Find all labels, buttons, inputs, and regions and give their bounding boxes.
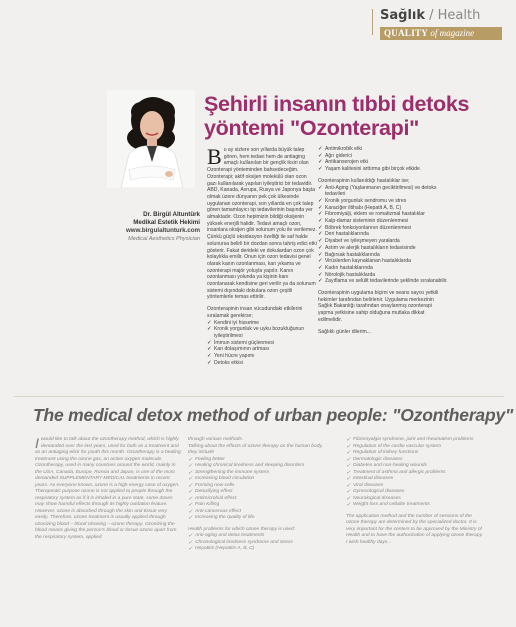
list-item: ✓ Anti-cancerous effect <box>188 509 325 516</box>
list-item: ✓ Anti-aging and detox treatments <box>188 533 325 540</box>
tr-intro-text: u ay sizlere son yıllarda büyük talep gören, hem tedavi hem de antiaging amaçlı kullanılan bir gençlik iksiri olan Ozonterapi yönteminden bahsedeceğim. Ozonterapi; aktif oksijen molekülü olan ozon gazı kullanılarak yapılan iyileştirici bir tedavidir. ABD, Kanada, Avrupa, Rusya ve Japonya başta olmak üzere dünyanın pek çok ülkesinde uygulanan ozonterapi, son yıllarda en çok talep gören tamamlayıcı tıp tedavilerinin başında yer almaktadır. Ozon hepimizin bildiği oksijenin yüksek enerjili halidir. Tedavi amaçlı ozon, insanlara oksijen gibi solunum yolu ile verilemez. Çünkü güçlü oksidasyon özelliği ile saf halde solunursa belirli bir dozdan sonra tahriş edici etki gösterir. Fakat derideki ve dokulardan ozon çok kolaylıkla emilir. Onun için ozon tedavisi genel olarak kanın ozonlanması, kan yıkama ve ozonterapi majör yoluyla yapılır. Kanın ozonlanması yolunda ya kişinin kanı ozonlanarak kendisine geri verilir ya da solunum sistemi dışındaki dokulara ozon çeşitli yöntemlerle temas ettirilir. <box>207 147 317 301</box>
tr-closing: Ozonterapinin uygulama biçimi ve seans sayısı yetkili hekimler tarafından belirlenir. Uygulama merkezinin Sağlık Bakanlığı tarafından onaylanmış ozonterapi yapma yetkisine sahip olduğuna mutlaka dikkat edilmelidir. <box>318 290 439 323</box>
list-item: ✓ İmmun sistemi güçlenmesi <box>207 340 317 347</box>
list-item: ✓ Kadın hastalıklarında <box>318 265 448 272</box>
list-item: ✓ Dermatologic diseases <box>346 457 484 464</box>
list-item: ✓ Gynecological diseases <box>346 489 484 496</box>
en-effects-intro: Talking about the effects of ozone therapy on the human body, they include <box>188 443 323 455</box>
author-website: www.birgulaltunturk.com <box>125 227 200 234</box>
en-closing: The application method and the number of sessions of the ozone therapy are determined by the specialized doctor. It is very important for the centers to be approved by the Ministry of Health and to have the authorization of applying ozone therapy. <box>346 513 483 538</box>
author-role-en: Medical Aesthetics Physician <box>128 236 200 242</box>
section-divider <box>14 396 504 397</box>
list-item: ✓ Anti-Aging (Yaşlanmanın geciktirilmesi) ve detoks tedavileri <box>318 185 448 198</box>
list-item: ✓ Antimicrobial effect <box>188 496 325 503</box>
magazine-band <box>380 27 502 40</box>
list-item: ✓ Yeni hücre yapımı <box>207 353 317 360</box>
list-item: ✓ Intestinal diseases <box>346 476 484 483</box>
list-item: ✓ Virüslerden kaynaklanan hastalıklarda <box>318 258 448 265</box>
list-item: ✓ Detoks etkisi <box>207 360 317 367</box>
list-item: ✓ Kendini iyi hissetme <box>207 320 317 327</box>
list-item: ✓ Hepatitis (Hepatitis A, B, C) <box>188 546 325 553</box>
list-item: ✓ Fibromyalgia syndrome, joint and rheumatism problems <box>346 437 484 444</box>
tr-column-2 <box>318 146 448 335</box>
list-item: ✓ Antikanserojen etki <box>318 159 448 166</box>
article-title-tr: Şehirli insanın tıbbi detoks yöntemi "Ozonterapi" <box>204 92 470 140</box>
tr-dropcap: B <box>207 144 222 169</box>
list-item: ✓ Diyabet ve iyileşmeyen yaralarda <box>318 238 448 245</box>
list-item: ✓ Forming new cells <box>188 483 325 490</box>
tr-effects-list <box>207 320 317 367</box>
list-item: ✓ Antimikrobik etki <box>318 146 448 153</box>
list-item: ✓ Kronik yorgunluk ve uyku bozukluğunun iyileştirilmesi <box>207 326 317 339</box>
tr-column-1 <box>207 144 317 367</box>
section-header: Sağlık / Health <box>380 8 481 23</box>
list-item: ✓ Kan dolaşımının artması <box>207 346 317 353</box>
en-column-2 <box>188 437 325 553</box>
author-role: Medikal Estetik Hekimi <box>133 219 200 226</box>
list-item: ✓ Healing chronical tiredness and sleeping disorders <box>188 463 325 470</box>
en-dropcap: I <box>35 435 39 451</box>
list-item: ✓ Chronological tiredness syndrome and stress <box>188 540 325 547</box>
header-divider <box>372 9 373 35</box>
list-item: ✓ Astım ve alerjik hastalıkların tedavisinde <box>318 245 448 252</box>
list-item: ✓ Zayıflama ve selülit tedavilerinde şeklinde sıralanabilir. <box>318 278 448 285</box>
tr-diseases-list <box>318 185 448 286</box>
list-item: ✓ Kalp-damar sisteminin düzenlenmesi <box>318 218 448 225</box>
list-item: ✓ Diabetes and non-healing wounds <box>346 463 484 470</box>
list-item: ✓ Karaciğer iltihabı (Hepatit A, B, C) <box>318 205 448 212</box>
section-category-en: Health <box>437 8 481 23</box>
list-item: ✓ Strengthening the immune system <box>188 470 325 477</box>
en-intro-text: would like to talk about the ozontherapy method, which is highly demanded over the last years, used for both as a treatment and as an antiaging elixir for youth this month. Ozontherapy is a healing treatment using the ozone gas, an active oxygen molecule. Ozontherapy, used in many countries around the world, mainly in the USA, Canada, Europe, Russia and Japan, is one of the most demanded SUPPLEMENTARY MEDICAL treatments in recent years. As everyone knows, ozone is a high energy case of oxygen. Therapeutic purpose ozone is not applied to people through the respiratory system as if it is inhaled in a pure state, some doses may show harmful effects through its highly oxidation feature. However, ozone is absorbed through the skin and tissue very easily. Therefore, ozone treatment is usually applied through ozonizing blood – blood cleaning – ozone therapy. Ozonizing the blood means giving the person's blood or tissue ozone apart from the respiratory system, applied <box>35 437 181 540</box>
list-item: ✓ Regulation of the cardio vascular system <box>346 444 484 451</box>
tr-effects-more-list <box>318 146 448 173</box>
author-caption <box>100 211 200 243</box>
author-name: Dr. Birgül Altuntürk <box>143 211 200 218</box>
tr-effects-intro: Ozonterapinin insan vücudundaki etkilerini sıralamak gerekirse; <box>207 306 303 319</box>
list-item: ✓ Deri hastalıklarında <box>318 231 448 238</box>
list-item: ✓ Böbrek fonksiyonlarının düzenlenmesi <box>318 225 448 232</box>
list-item: ✓ Increasing blood circulation <box>188 476 325 483</box>
en-signoff: I wish healthy days... <box>346 539 392 545</box>
list-item: ✓ Kronik yorgunluk sendromu ve stres <box>318 198 448 205</box>
tr-signoff: Sağlıklı günler dilerim... <box>318 328 371 335</box>
list-item: ✓ Viral diseases <box>346 483 484 490</box>
article-title-en: The medical detox method of urban people: "Ozontherapy" <box>33 405 514 425</box>
list-item: ✓ Bağırsak hastalıklarında <box>318 252 448 259</box>
list-item: ✓ Detoxifying effect <box>188 489 325 496</box>
band-quality: QUALITY <box>384 28 428 38</box>
list-item: ✓ Treatment of asthma and allergic problems <box>346 470 484 477</box>
list-item: ✓ Neurological diseases <box>346 496 484 503</box>
author-photo <box>107 90 195 188</box>
list-item: ✓ Feeling better <box>188 457 325 464</box>
tr-diseases-intro: Ozonterapinin kullanıldığı hastalıklar ise; <box>318 177 410 184</box>
en-diseases-intro: Health problems for which ozone therapy is used: <box>188 526 296 532</box>
section-category: Sağlık <box>380 8 425 23</box>
list-item: ✓ Yaşam kalitesini arttırma gibi birçok etkide. <box>318 166 448 173</box>
list-item: ✓ Fibromiyalji, eklem ve romatizmal hastalıklar <box>318 211 448 218</box>
en-column-3 <box>346 437 484 546</box>
en-column-1 <box>35 437 181 541</box>
list-item: ✓ Pain Killing <box>188 502 325 509</box>
list-item: ✓ Increasing the quality of life. <box>188 515 325 522</box>
en-text-top: through various methods. <box>188 437 244 442</box>
list-item: ✓ Weight loss and cellulite treatments <box>346 502 484 509</box>
en-effects-list <box>188 457 325 522</box>
list-item: ✓ Ağrı giderici <box>318 153 448 160</box>
list-item: ✓ Nörolojik hastalıklarda <box>318 272 448 279</box>
list-item: ✓ Regulation of kidney functions <box>346 450 484 457</box>
en-diseases-list <box>188 533 325 553</box>
en-diseases-more-list <box>346 437 484 509</box>
band-of-magazine: of magazine <box>430 28 475 38</box>
